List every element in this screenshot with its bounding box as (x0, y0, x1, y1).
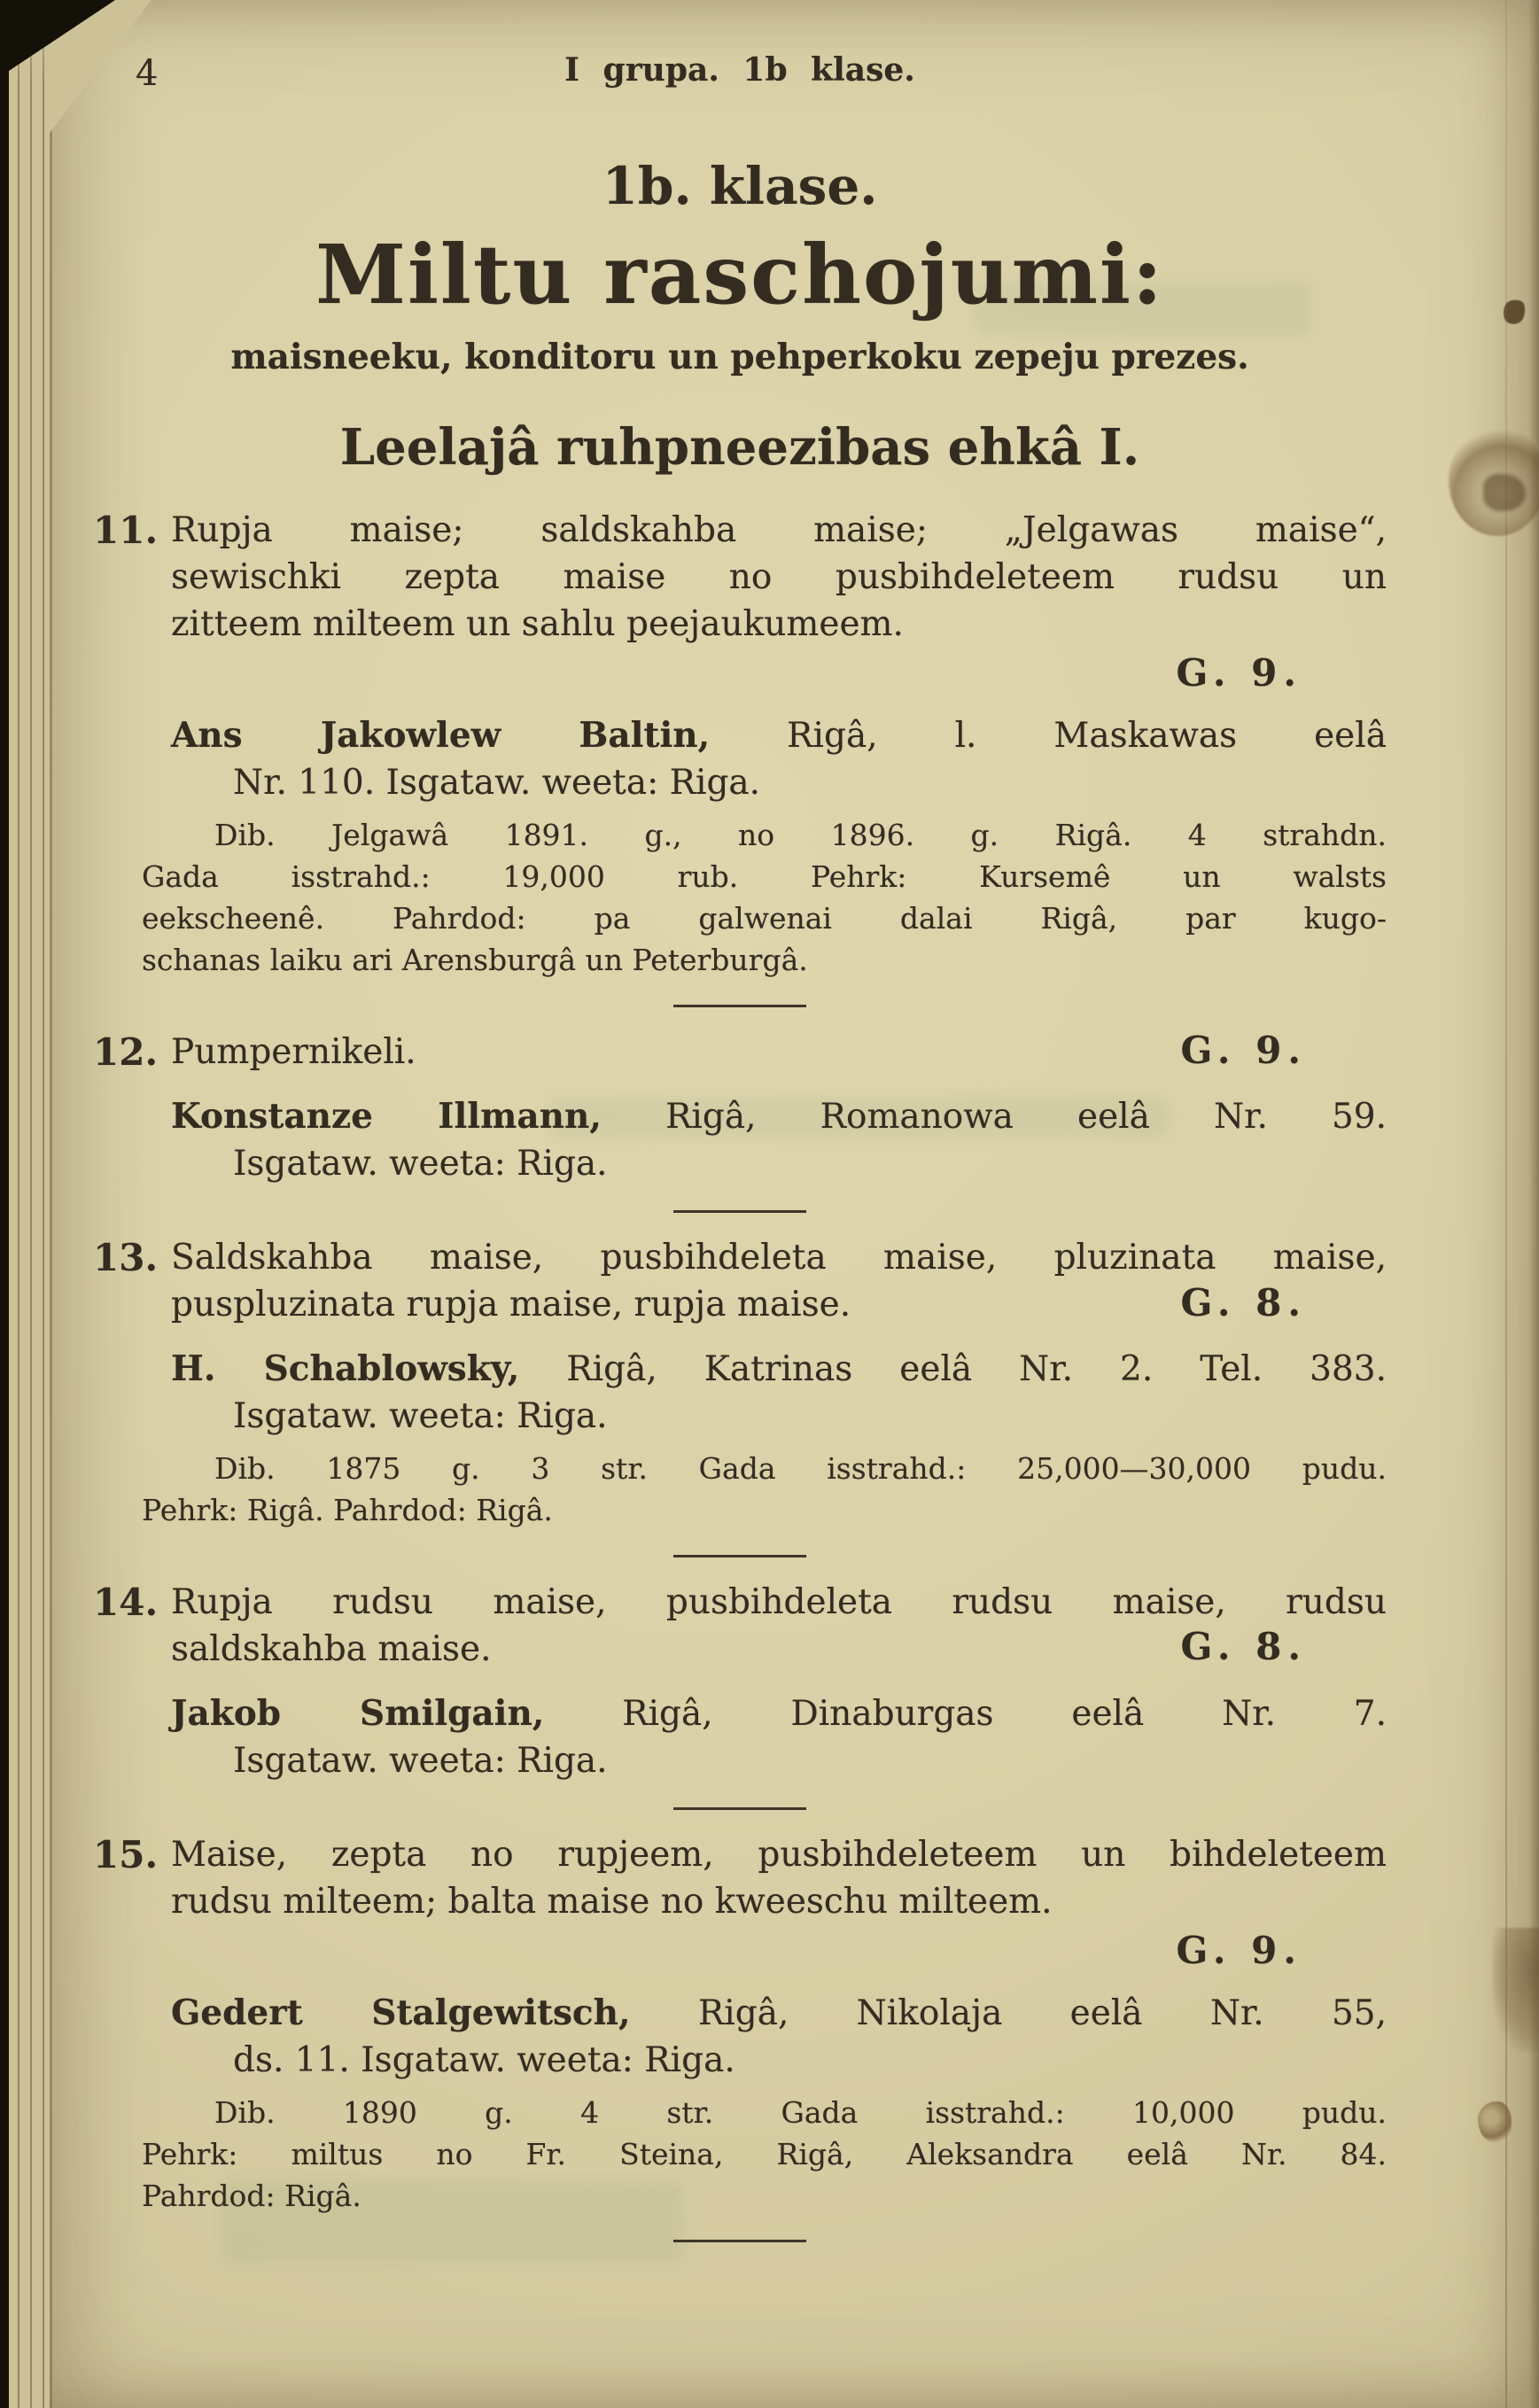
description-line: puspluzinata rupja maise, rupja maise. (171, 1284, 851, 1324)
catalog-entry-11 (93, 507, 1387, 1007)
grade-badge: G. 8. (1180, 1625, 1307, 1669)
page-stack-line (43, 0, 44, 2408)
entry-details (142, 2093, 1387, 2218)
description-line: Rupja rudsu maise, pusbihdeleta rudsu maise, rudsu (171, 1581, 1387, 1622)
divider-rule (673, 1005, 806, 1007)
subtitle: maisneeku, konditoru un pehperkoku zepeju prezes. (230, 337, 1249, 377)
description-line: saldskahba maise. (171, 1628, 492, 1669)
class-title: 1b. klase. (602, 156, 878, 216)
exhibitor-block (171, 712, 1387, 806)
description-line: Pumpernikeli. (171, 1031, 416, 1072)
grade-badge: G. 8. (1180, 1280, 1307, 1324)
entry-list (93, 507, 1387, 2242)
divider-rule (673, 1555, 806, 1557)
catalog-entry-12 (93, 1029, 1387, 1213)
ink-smudge-core (1483, 474, 1526, 511)
exhibitor-line2: ds. 11. Isgataw. weeta: Riga. (233, 2039, 735, 2080)
exhibitor-address: Rigâ, Dinaburgas eelâ Nr. 7. (622, 1693, 1387, 1734)
grade-badge: G. 9. (1176, 651, 1302, 695)
divider-rule (673, 1210, 806, 1213)
detail-line: Pehrk: Rigâ. Pahrdod: Rigâ. (142, 1492, 553, 1527)
detail-line: Dib. 1875 g. 3 str. Gada isstrahd.: 25,000—30,000 pudu. (214, 1450, 1387, 1486)
entry-description (171, 1234, 1387, 1328)
paper-crease (1505, 0, 1507, 2408)
page-title: Miltu raschojumi: (315, 227, 1164, 322)
page-stack-line (30, 0, 32, 2408)
catalog-entry-13 (93, 1234, 1387, 1557)
exhibitor-address: Rigâ, Nikolaja eelâ Nr. 55, (697, 1992, 1387, 2033)
exhibitor-line (171, 1093, 1387, 1140)
grade-badge: G. 9. (1180, 1028, 1307, 1072)
description-line: Saldskahba maise, pusbihdeleta maise, pluzinata maise, (171, 1237, 1387, 1278)
entry-description (171, 1579, 1387, 1673)
entry-number: 14. (93, 1580, 159, 1624)
description-line: zitteem milteem un sahlu peejaukumeem. (171, 604, 904, 645)
page-stack-line (18, 0, 19, 2408)
entry-number: 13. (93, 1235, 159, 1279)
entry-details (142, 815, 1387, 981)
divider-rule (673, 2240, 806, 2242)
page-edge-shadow (1528, 0, 1539, 2408)
description-line: rudsu milteem; balta maise no kweeschu milteem. (171, 1881, 1053, 1922)
description-line: sewischki zepta maise no pusbihdeleteem rudsu un (171, 557, 1387, 598)
exhibitor-line2: Isgataw. weeta: Riga. (233, 1143, 608, 1184)
entry-number: 12. (93, 1029, 159, 1074)
detail-line: eekscheenê. Pahrdod: pa galwenai dalai Rigâ, par kugo- (142, 900, 1387, 936)
catalog-entry-15 (93, 1831, 1387, 2243)
description-line: Rupja maise; saldskahba maise; „Jelgawas maise“, (171, 510, 1387, 550)
detail-line: Gada isstrahd.: 19,000 rub. Pehrk: Kursemê un walsts (142, 859, 1387, 895)
entry-description (171, 1029, 1387, 1076)
detail-line: Dib. 1890 g. 4 str. Gada isstrahd.: 10,000 pudu. (214, 2094, 1387, 2130)
grade-badge: G. 9. (1176, 1928, 1302, 1972)
exhibitor-block (171, 1346, 1387, 1440)
exhibitor-line (171, 712, 1387, 759)
exhibitor-line2: Isgataw. weeta: Riga. (233, 1395, 608, 1436)
exhibitor-address: Rigâ, Katrinas eelâ Nr. 2. Tel. 383. (566, 1348, 1387, 1389)
catalog-entry-14 (93, 1579, 1387, 1810)
ink-speck (1500, 297, 1527, 327)
page-content (93, 51, 1387, 2264)
exhibitor-address: Rigâ, l. Maskawas eelâ (787, 716, 1387, 757)
entry-description (171, 507, 1387, 648)
exhibitor-block (171, 1990, 1387, 2084)
running-header-row (93, 51, 1387, 97)
exhibitor-block (171, 1093, 1387, 1187)
exhibitor-name: H. Schablowsky, (171, 1348, 520, 1389)
detail-line: Dib. Jelgawâ 1891. g., no 1896. g. Rigâ. 4 strahdn. (214, 818, 1387, 853)
description-line: Maise, zepta no rupjeem, pusbihdeleteem un bihdeleteem (171, 1834, 1387, 1875)
entry-details (142, 1449, 1387, 1532)
divider-rule (673, 1807, 806, 1810)
entry-description (171, 1831, 1387, 1925)
detail-line: Pehrk: miltus no Fr. Steina, Rigâ, Aleksandra eelâ Nr. 84. (142, 2136, 1387, 2171)
exhibitor-name: Jakob Smilgain, (171, 1692, 545, 1734)
exhibitor-line2: Isgataw. weeta: Riga. (233, 1740, 608, 1781)
entry-number: 11. (93, 509, 159, 552)
running-header: I grupa. 1b klase. (564, 51, 915, 89)
entry-number: 15. (93, 1832, 159, 1876)
exhibitor-name: Konstanze Illmann, (171, 1095, 602, 1137)
detail-line: schanas laiku ari Arensburgâ un Peterburgâ. (142, 942, 808, 977)
exhibitor-address: Rigâ, Romanowa eelâ Nr. 59. (665, 1096, 1387, 1137)
exhibitor-line (171, 1990, 1387, 2037)
exhibitor-block (171, 1690, 1387, 1784)
exhibitor-line (171, 1690, 1387, 1737)
detail-line: Pahrdod: Rigâ. (142, 2178, 361, 2213)
exhibitor-line2: Nr. 110. Isgataw. weeta: Riga. (233, 763, 761, 804)
section-heading: Leelajâ ruhpneezibas ehkâ I. (339, 418, 1140, 477)
page-number: 4 (136, 53, 159, 94)
exhibitor-line (171, 1346, 1387, 1393)
grade-row (93, 1929, 1302, 1972)
exhibitor-name: Gedert Stalgewitsch, (171, 1992, 631, 2033)
exhibitor-name: Ans Jakowlew Baltin, (171, 715, 711, 757)
grade-row (93, 651, 1302, 695)
